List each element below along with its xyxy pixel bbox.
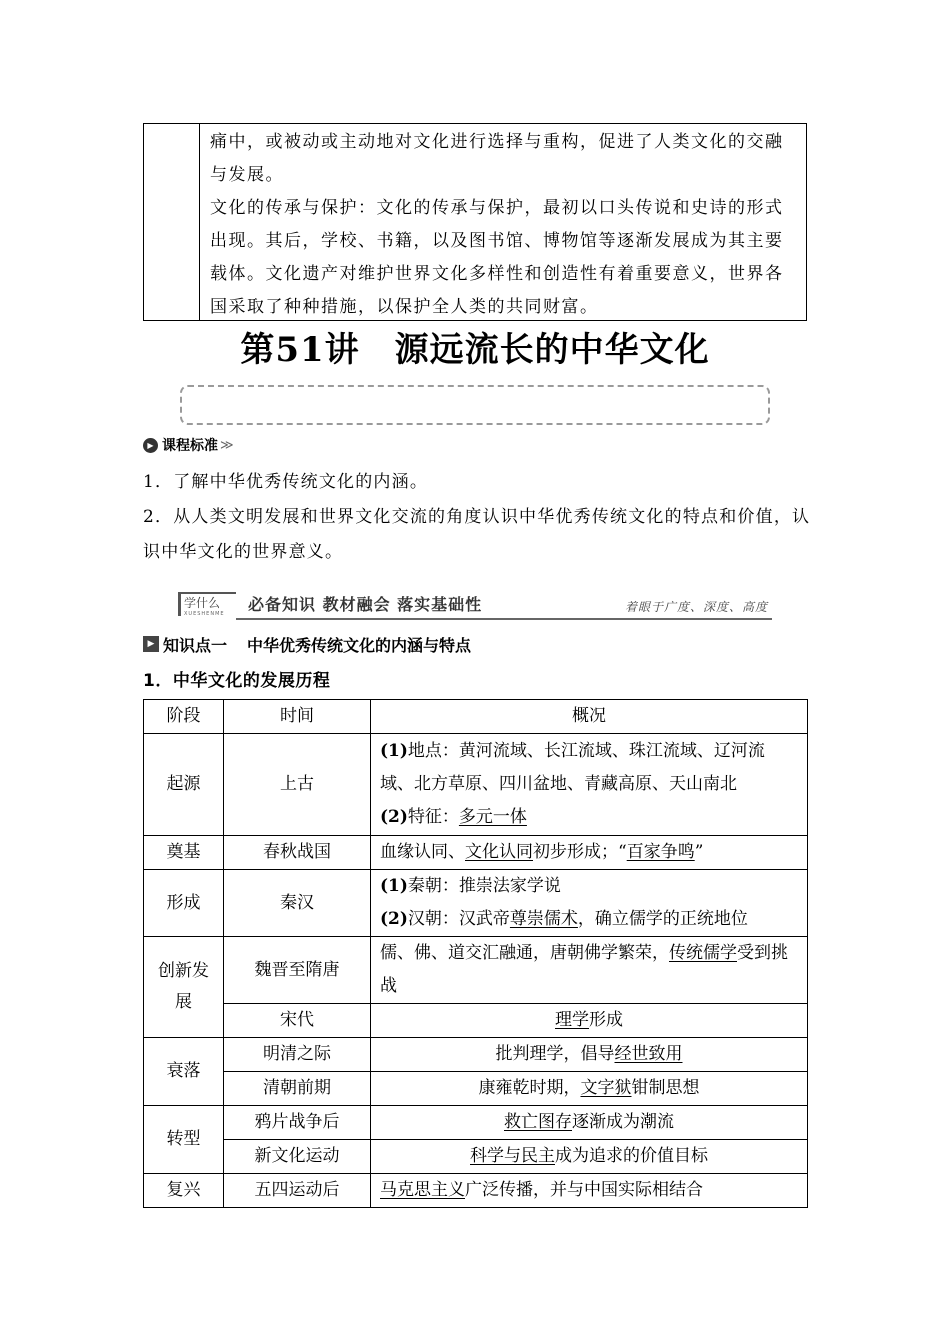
time-cell: 上古 — [224, 734, 371, 836]
detail-point — [380, 870, 798, 903]
table-row — [144, 734, 808, 836]
header-cell: 阶段 — [144, 700, 224, 734]
dashed-box — [180, 385, 770, 425]
table-row — [144, 1072, 808, 1106]
table-row — [144, 937, 808, 1004]
continuation-line: 痛中，或被动或主动地对文化进行选择与重构，促进了人类文化的交融与发展。 — [210, 132, 784, 185]
detail-cell — [371, 1004, 808, 1038]
underlined-term: 百家争鸣 — [626, 842, 695, 862]
development-table — [143, 699, 808, 1208]
knowledge-point-label: 知识点一 — [163, 635, 228, 655]
point-text: 地点：黄河流域、长江流域、珠江流域、辽河流域、北方草原、四川盆地、青藏高原、天山南北 — [380, 741, 765, 794]
point-text: 汉朝：汉武帝 — [407, 909, 510, 929]
underlined-term: 马克思主义 — [380, 1180, 465, 1200]
detail-cell — [371, 937, 808, 1004]
section-band — [178, 590, 772, 620]
underlined-term: 文化认同 — [465, 842, 533, 862]
band-side-text: 着眼于广度、深度、高度 — [624, 600, 768, 614]
table-row — [144, 1106, 808, 1140]
detail-text: 血缘认同、 — [380, 842, 465, 862]
underlined-term: 科学与民主 — [470, 1146, 555, 1166]
band-main-text: 必备知识 教材融会 落实基础性 — [248, 595, 483, 614]
detail-cell — [371, 1072, 808, 1106]
stage-cell: 创新发展 — [144, 937, 224, 1038]
detail-text: 初步形成；“ — [533, 842, 627, 862]
detail-text: 广泛传播，并与中国实际相结合 — [465, 1180, 703, 1200]
header-cell: 时间 — [224, 700, 371, 734]
stage-cell: 衰落 — [144, 1038, 224, 1106]
table-row — [144, 1140, 808, 1174]
point-label: (1) — [380, 876, 408, 896]
detail-cell — [371, 1038, 808, 1072]
play-circle-icon: ▶ — [143, 438, 158, 453]
continuation-line: 文化的传承与保护：文化的传承与保护，最初以口头传说和史诗的形式出现。其后，学校、书籍，以及图书馆、博物馆等逐渐发展成为其主要载体。文化遗产对维护世界文化多样性和创造性有着重要意义，世界各国采取了种种措施，以保护全人类的共同财富。 — [210, 198, 784, 317]
time-cell: 五四运动后 — [224, 1174, 371, 1208]
standard-item: 2．从人类文明发展和世界文化交流的角度认识中华优秀传统文化的特点和价值，认识中华文化的世界意义。 — [143, 507, 811, 562]
detail-text: 成为追求的价值目标 — [555, 1146, 708, 1166]
detail-cell — [371, 1174, 808, 1208]
detail-text: 钳制思想 — [631, 1078, 700, 1098]
time-cell: 秦汉 — [224, 870, 371, 937]
knowledge-point-topic: 中华优秀传统文化的内涵与特点 — [247, 635, 472, 655]
point-text: 秦朝：推崇法家学说 — [407, 876, 561, 896]
detail-text: 逐渐成为潮流 — [572, 1112, 674, 1132]
detail-text: ” — [694, 842, 704, 862]
detail-text: 形成 — [589, 1010, 623, 1030]
time-cell: 明清之际 — [224, 1038, 371, 1072]
knowledge-point-heading — [143, 632, 471, 656]
stage-cell: 形成 — [144, 870, 224, 937]
table-row — [144, 836, 808, 870]
detail-cell — [371, 836, 808, 870]
detail-text: 批判理学，倡导 — [495, 1044, 615, 1064]
underlined-term: 尊崇儒术 — [509, 909, 578, 929]
lesson-title: 第51讲 源远流长的中华文化 — [240, 330, 710, 370]
underlined-term: 文字狱 — [580, 1078, 632, 1098]
underlined-term: 传统儒学 — [669, 943, 737, 963]
time-cell: 新文化运动 — [224, 1140, 371, 1174]
time-cell: 春秋战国 — [224, 836, 371, 870]
section-subtitle: 1．中华文化的发展历程 — [143, 671, 331, 691]
stage-cell: 奠基 — [144, 836, 224, 870]
band-logo — [178, 592, 236, 616]
underlined-term: 多元一体 — [458, 807, 527, 827]
detail-text: 儒、佛、道交汇融通，唐朝佛学繁荣， — [380, 943, 669, 963]
time-cell: 宋代 — [224, 1004, 371, 1038]
time-cell: 清朝前期 — [224, 1072, 371, 1106]
detail-cell — [371, 1140, 808, 1174]
stage-cell: 起源 — [144, 734, 224, 836]
stage-cell: 转型 — [144, 1106, 224, 1174]
table-row — [144, 870, 808, 937]
point-text: 特征： — [407, 807, 459, 827]
detail-cell — [371, 870, 808, 937]
underlined-term: 理学 — [555, 1010, 589, 1030]
detail-point — [380, 801, 798, 834]
detail-text: 康雍乾时期， — [478, 1078, 581, 1098]
detail-point — [380, 735, 798, 801]
table-row — [144, 1004, 808, 1038]
standards-header — [143, 434, 234, 456]
point-label: (2) — [380, 807, 408, 827]
stage-cell: 复兴 — [144, 1174, 224, 1208]
double-chevron-icon: ≫ — [220, 437, 234, 453]
band-logo-text: 学什么 — [184, 596, 221, 610]
detail-cell — [371, 1106, 808, 1140]
detail-text: 受到挑战 — [380, 943, 788, 996]
band-underline — [236, 618, 772, 620]
point-label: (1) — [380, 741, 408, 761]
band-logo-sub: XUESHENME — [184, 611, 225, 617]
table-row — [144, 1174, 808, 1208]
continuation-table — [143, 123, 807, 321]
play-square-icon: ▶ — [143, 636, 159, 652]
continuation-left-cell — [144, 124, 200, 320]
time-cell: 鸦片战争后 — [224, 1106, 371, 1140]
header-cell: 概况 — [371, 700, 808, 734]
standards-header-label: 课程标准 — [162, 438, 218, 454]
underlined-term: 经世致用 — [614, 1044, 683, 1064]
time-cell: 魏晋至隋唐 — [224, 937, 371, 1004]
table-row — [144, 1038, 808, 1072]
table-header-row — [144, 700, 808, 734]
point-label: (2) — [380, 909, 408, 929]
standard-item: 1．了解中华优秀传统文化的内涵。 — [143, 472, 429, 492]
underlined-term: 救亡图存 — [504, 1112, 572, 1132]
detail-point — [380, 903, 798, 936]
detail-cell — [371, 734, 808, 836]
point-text: ，确立儒学的正统地位 — [577, 909, 748, 929]
continuation-text — [210, 126, 800, 324]
